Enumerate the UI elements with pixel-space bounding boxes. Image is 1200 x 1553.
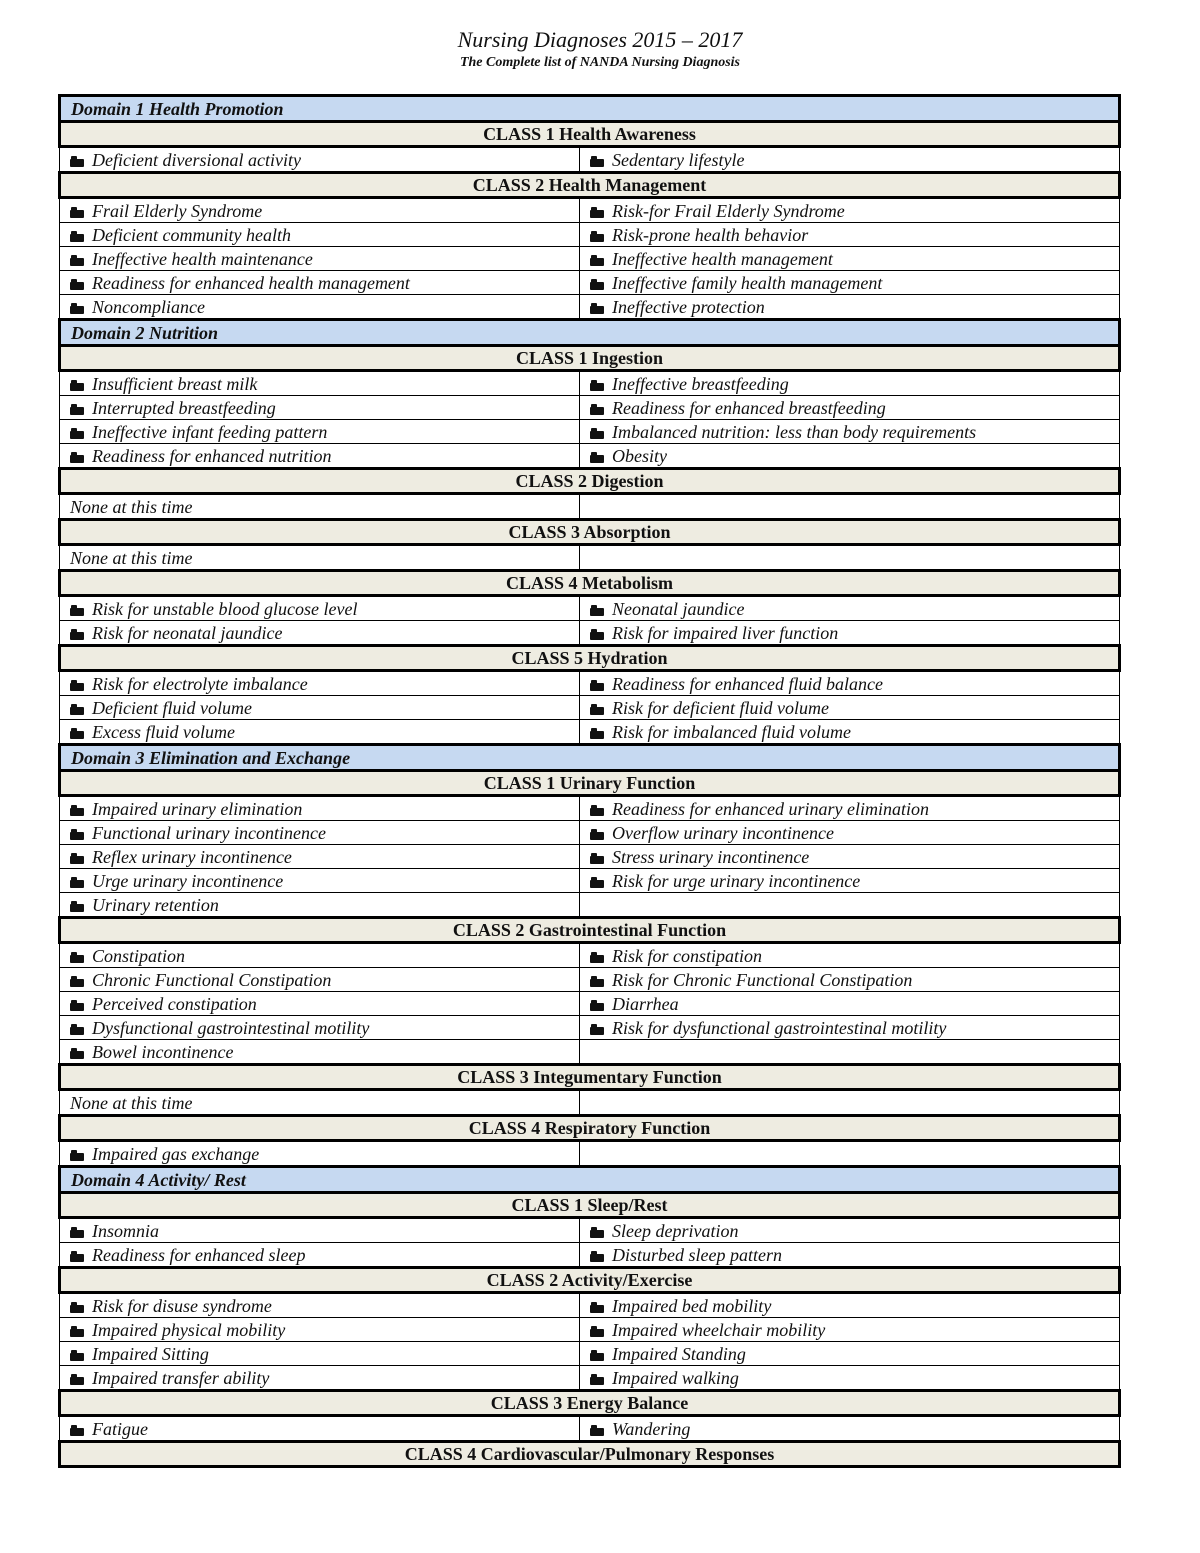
diagnosis-label: Impaired urinary elimination (92, 798, 303, 819)
diagnosis-cell-right (580, 223, 1120, 247)
table-row (60, 1416, 1120, 1442)
folder-bullet-icon (590, 380, 604, 391)
table-row (60, 943, 1120, 968)
diagnosis-cell-left (60, 1016, 580, 1040)
diagnosis-cell-right (580, 869, 1120, 893)
folder-bullet-icon (70, 1302, 84, 1313)
diagnosis-label: Impaired transfer ability (92, 1367, 270, 1388)
diagnosis-label: Risk for unstable blood glucose level (92, 598, 358, 619)
diagnosis-cell-left (60, 420, 580, 444)
diagnosis-label: None at this time (70, 1092, 193, 1113)
diagnosis-cell-left (60, 1416, 580, 1442)
diagnosis-cell-right (580, 671, 1120, 696)
diagnosis-cell-right (580, 621, 1120, 646)
folder-bullet-icon (590, 1350, 604, 1361)
folder-bullet-icon (70, 704, 84, 715)
domain-header-row (60, 96, 1120, 122)
folder-bullet-icon (70, 1227, 84, 1238)
diagnosis-cell-left (60, 869, 580, 893)
folder-bullet-icon (70, 452, 84, 463)
diagnosis-label: Obesity (612, 445, 667, 466)
table-row (60, 968, 1120, 992)
diagnosis-label: Impaired walking (612, 1367, 739, 1388)
class-title: CLASS 4 Metabolism (60, 571, 1120, 596)
diagnosis-cell-left (60, 1318, 580, 1342)
diagnosis-cell-left (60, 845, 580, 869)
diagnosis-cell-right (580, 893, 1120, 918)
table-row (60, 295, 1120, 320)
diagnosis-label: Reflex urinary incontinence (92, 846, 292, 867)
folder-bullet-icon (590, 1000, 604, 1011)
diagnosis-cell-left (60, 371, 580, 396)
diagnosis-label: Bowel incontinence (92, 1041, 234, 1062)
folder-bullet-icon (590, 853, 604, 864)
diagnoses-table-body (60, 96, 1120, 1467)
class-title: CLASS 3 Energy Balance (60, 1391, 1120, 1416)
diagnosis-cell-left (60, 1090, 580, 1116)
class-header-row (60, 918, 1120, 943)
class-title: CLASS 2 Activity/Exercise (60, 1268, 1120, 1293)
folder-bullet-icon (70, 952, 84, 963)
folder-bullet-icon (590, 976, 604, 987)
diagnosis-cell-left (60, 1040, 580, 1065)
diagnosis-label: Deficient diversional activity (92, 149, 301, 170)
folder-bullet-icon (590, 805, 604, 816)
class-header-row (60, 571, 1120, 596)
diagnosis-label: Functional urinary incontinence (92, 822, 326, 843)
folder-bullet-icon (70, 1425, 84, 1436)
table-row (60, 198, 1120, 223)
diagnosis-cell-right (580, 1243, 1120, 1268)
diagnosis-cell-right (580, 545, 1120, 571)
diagnosis-cell-right (580, 796, 1120, 821)
diagnosis-label: Impaired physical mobility (92, 1319, 286, 1340)
folder-bullet-icon (70, 829, 84, 840)
diagnosis-label: Ineffective health management (612, 248, 833, 269)
class-title: CLASS 2 Gastrointestinal Function (60, 918, 1120, 943)
class-header-row (60, 173, 1120, 198)
diagnosis-label: Readiness for enhanced urinary elimination (612, 798, 929, 819)
folder-bullet-icon (590, 156, 604, 167)
class-title: CLASS 1 Ingestion (60, 346, 1120, 371)
diagnosis-cell-right (580, 968, 1120, 992)
folder-bullet-icon (590, 877, 604, 888)
diagnosis-label: Readiness for enhanced health management (92, 272, 410, 293)
class-title: CLASS 1 Urinary Function (60, 771, 1120, 796)
table-row (60, 444, 1120, 469)
folder-bullet-icon (70, 255, 84, 266)
table-row (60, 1040, 1120, 1065)
folder-bullet-icon (590, 1302, 604, 1313)
diagnosis-cell-right (580, 943, 1120, 968)
diagnosis-cell-left (60, 1243, 580, 1268)
diagnosis-cell-right (580, 596, 1120, 621)
folder-bullet-icon (590, 829, 604, 840)
diagnosis-cell-right (580, 992, 1120, 1016)
table-row (60, 1218, 1120, 1243)
table-row (60, 1243, 1120, 1268)
diagnosis-cell-left (60, 720, 580, 745)
class-title: CLASS 4 Cardiovascular/Pulmonary Responses (60, 1442, 1120, 1467)
diagnosis-label: Risk for disuse syndrome (92, 1295, 272, 1316)
class-header-row (60, 1116, 1120, 1141)
folder-bullet-icon (70, 303, 84, 314)
diagnosis-cell-right (580, 147, 1120, 173)
diagnosis-label: Impaired wheelchair mobility (612, 1319, 826, 1340)
diagnosis-label: Noncompliance (92, 296, 205, 317)
folder-bullet-icon (70, 728, 84, 739)
diagnosis-cell-right (580, 444, 1120, 469)
diagnosis-cell-left (60, 968, 580, 992)
diagnosis-cell-right (580, 420, 1120, 444)
diagnosis-label: Frail Elderly Syndrome (92, 200, 263, 221)
diagnosis-label: Risk-prone health behavior (612, 224, 809, 245)
diagnosis-label: Wandering (612, 1418, 691, 1439)
class-title: CLASS 1 Health Awareness (60, 122, 1120, 147)
folder-bullet-icon (70, 156, 84, 167)
diagnosis-cell-right (580, 1366, 1120, 1391)
folder-bullet-icon (590, 404, 604, 415)
diagnosis-cell-right (580, 1040, 1120, 1065)
diagnosis-cell-left (60, 893, 580, 918)
diagnosis-label: Impaired Standing (612, 1343, 746, 1364)
diagnosis-label: Impaired gas exchange (92, 1143, 260, 1164)
diagnosis-cell-left (60, 796, 580, 821)
table-row (60, 869, 1120, 893)
class-header-row (60, 122, 1120, 147)
folder-bullet-icon (70, 629, 84, 640)
class-header-row (60, 1193, 1120, 1218)
class-title: CLASS 5 Hydration (60, 646, 1120, 671)
class-title: CLASS 2 Health Management (60, 173, 1120, 198)
diagnosis-cell-left (60, 1218, 580, 1243)
folder-bullet-icon (70, 404, 84, 415)
table-row (60, 845, 1120, 869)
class-header-row (60, 1065, 1120, 1090)
diagnosis-cell-right (580, 396, 1120, 420)
diagnosis-cell-right (580, 1218, 1120, 1243)
diagnosis-label: Deficient community health (92, 224, 291, 245)
diagnosis-cell-right (580, 1293, 1120, 1318)
folder-bullet-icon (70, 901, 84, 912)
diagnosis-cell-right (580, 271, 1120, 295)
diagnosis-label: None at this time (70, 547, 193, 568)
folder-bullet-icon (590, 704, 604, 715)
class-header-row (60, 1391, 1120, 1416)
table-row (60, 796, 1120, 821)
folder-bullet-icon (590, 952, 604, 963)
class-header-row (60, 1442, 1120, 1467)
diagnosis-cell-right (580, 696, 1120, 720)
diagnosis-cell-right (580, 494, 1120, 520)
class-title: CLASS 3 Absorption (60, 520, 1120, 545)
diagnosis-cell-left (60, 396, 580, 420)
diagnosis-label: Risk for impaired liver function (612, 622, 839, 643)
table-row (60, 1318, 1120, 1342)
diagnosis-cell-left (60, 147, 580, 173)
folder-bullet-icon (70, 1374, 84, 1385)
diagnosis-label: Ineffective infant feeding pattern (92, 421, 328, 442)
folder-bullet-icon (590, 428, 604, 439)
folder-bullet-icon (70, 805, 84, 816)
class-title: CLASS 1 Sleep/Rest (60, 1193, 1120, 1218)
diagnosis-label: Urge urinary incontinence (92, 870, 284, 891)
diagnosis-label: Sleep deprivation (612, 1220, 739, 1241)
document-header (0, 26, 1200, 72)
domain-header-row (60, 320, 1120, 346)
table-row (60, 147, 1120, 173)
diagnosis-label: Stress urinary incontinence (612, 846, 810, 867)
diagnosis-cell-right (580, 1090, 1120, 1116)
page-title: Nursing Diagnoses 2015 – 2017 (457, 27, 743, 52)
table-row (60, 223, 1120, 247)
folder-bullet-icon (70, 380, 84, 391)
diagnosis-label: Readiness for enhanced breastfeeding (612, 397, 886, 418)
class-header-row (60, 346, 1120, 371)
table-row (60, 420, 1120, 444)
class-header-row (60, 771, 1120, 796)
domain-header-row (60, 1167, 1120, 1193)
table-row (60, 621, 1120, 646)
diagnosis-label: Deficient fluid volume (92, 697, 252, 718)
folder-bullet-icon (590, 279, 604, 290)
diagnosis-label: Interrupted breastfeeding (92, 397, 276, 418)
folder-bullet-icon (590, 605, 604, 616)
table-row (60, 1090, 1120, 1116)
folder-bullet-icon (70, 680, 84, 691)
diagnosis-cell-left (60, 1342, 580, 1366)
class-header-row (60, 1268, 1120, 1293)
diagnosis-cell-right (580, 821, 1120, 845)
class-header-row (60, 520, 1120, 545)
folder-bullet-icon (70, 1326, 84, 1337)
domain-title: Domain 2 Nutrition (60, 320, 1120, 346)
diagnosis-label: Overflow urinary incontinence (612, 822, 834, 843)
folder-bullet-icon (590, 1227, 604, 1238)
folder-bullet-icon (70, 853, 84, 864)
table-row (60, 1342, 1120, 1366)
folder-bullet-icon (70, 428, 84, 439)
table-row (60, 1366, 1120, 1391)
class-title: CLASS 2 Digestion (60, 469, 1120, 494)
diagnosis-label: Risk for deficient fluid volume (612, 697, 829, 718)
diagnosis-cell-left (60, 943, 580, 968)
diagnosis-label: Chronic Functional Constipation (92, 969, 332, 990)
diagnosis-label: Ineffective family health management (612, 272, 883, 293)
diagnosis-cell-left (60, 1141, 580, 1167)
diagnosis-label: Impaired bed mobility (612, 1295, 772, 1316)
diagnosis-cell-left (60, 821, 580, 845)
diagnosis-cell-left (60, 671, 580, 696)
diagnosis-label: Ineffective health maintenance (92, 248, 313, 269)
table-row (60, 494, 1120, 520)
table-row (60, 545, 1120, 571)
folder-bullet-icon (590, 1374, 604, 1385)
diagnosis-label: Dysfunctional gastrointestinal motility (92, 1017, 370, 1038)
folder-bullet-icon (590, 207, 604, 218)
diagnosis-label: Risk for electrolyte imbalance (92, 673, 308, 694)
diagnosis-cell-right (580, 720, 1120, 745)
diagnosis-label: Neonatal jaundice (612, 598, 745, 619)
diagnosis-label: Fatigue (92, 1418, 148, 1439)
table-row (60, 1293, 1120, 1318)
diagnosis-cell-right (580, 1141, 1120, 1167)
table-row (60, 821, 1120, 845)
diagnosis-label: Readiness for enhanced nutrition (92, 445, 332, 466)
table-row (60, 396, 1120, 420)
diagnosis-cell-right (580, 371, 1120, 396)
table-row (60, 720, 1120, 745)
diagnosis-label: Perceived constipation (92, 993, 257, 1014)
diagnosis-label: Constipation (92, 945, 186, 966)
folder-bullet-icon (70, 1150, 84, 1161)
table-row (60, 992, 1120, 1016)
domain-header-row (60, 745, 1120, 771)
diagnosis-label: Risk-for Frail Elderly Syndrome (612, 200, 845, 221)
diagnosis-label: Risk for Chronic Functional Constipation (612, 969, 913, 990)
diagnosis-cell-left (60, 295, 580, 320)
diagnosis-label: Readiness for enhanced sleep (92, 1244, 306, 1265)
table-row (60, 1016, 1120, 1040)
table-row (60, 271, 1120, 295)
folder-bullet-icon (70, 207, 84, 218)
diagnosis-cell-left (60, 1366, 580, 1391)
diagnosis-cell-left (60, 247, 580, 271)
table-row (60, 696, 1120, 720)
diagnosis-cell-right (580, 247, 1120, 271)
diagnosis-cell-left (60, 271, 580, 295)
domain-title: Domain 3 Elimination and Exchange (60, 745, 1120, 771)
class-title: CLASS 3 Integumentary Function (60, 1065, 1120, 1090)
folder-bullet-icon (590, 728, 604, 739)
diagnosis-cell-right (580, 1016, 1120, 1040)
diagnosis-cell-left (60, 545, 580, 571)
diagnosis-cell-right (580, 295, 1120, 320)
diagnosis-cell-left (60, 223, 580, 247)
diagnosis-label: Diarrhea (612, 993, 679, 1014)
diagnosis-cell-left (60, 494, 580, 520)
folder-bullet-icon (590, 1425, 604, 1436)
folder-bullet-icon (70, 1000, 84, 1011)
folder-bullet-icon (590, 1024, 604, 1035)
folder-bullet-icon (70, 1048, 84, 1059)
folder-bullet-icon (70, 1024, 84, 1035)
diagnoses-table (58, 94, 1121, 1468)
table-row (60, 893, 1120, 918)
diagnosis-cell-right (580, 845, 1120, 869)
folder-bullet-icon (70, 231, 84, 242)
folder-bullet-icon (70, 1350, 84, 1361)
diagnosis-label: Risk for urge urinary incontinence (612, 870, 861, 891)
diagnosis-label: Ineffective protection (612, 296, 765, 317)
table-row (60, 247, 1120, 271)
diagnosis-cell-right (580, 1318, 1120, 1342)
table-row (60, 1141, 1120, 1167)
diagnosis-label: None at this time (70, 496, 193, 517)
diagnosis-label: Impaired Sitting (92, 1343, 209, 1364)
diagnosis-label: Ineffective breastfeeding (612, 373, 789, 394)
diagnosis-label: Risk for neonatal jaundice (92, 622, 283, 643)
diagnosis-cell-right (580, 1342, 1120, 1366)
diagnosis-label: Risk for dysfunctional gastrointestinal motility (612, 1017, 947, 1038)
diagnosis-label: Readiness for enhanced fluid balance (612, 673, 883, 694)
table-row (60, 371, 1120, 396)
diagnosis-cell-left (60, 621, 580, 646)
class-header-row (60, 469, 1120, 494)
diagnosis-label: Imbalanced nutrition: less than body requirements (612, 421, 977, 442)
folder-bullet-icon (70, 877, 84, 888)
domain-title: Domain 1 Health Promotion (60, 96, 1120, 122)
folder-bullet-icon (590, 680, 604, 691)
page-subtitle: The Complete list of NANDA Nursing Diagnosis (459, 55, 741, 70)
folder-bullet-icon (590, 629, 604, 640)
diagnosis-label: Sedentary lifestyle (612, 149, 745, 170)
diagnosis-label: Risk for constipation (612, 945, 762, 966)
diagnosis-cell-right (580, 1416, 1120, 1442)
folder-bullet-icon (590, 231, 604, 242)
class-title: CLASS 4 Respiratory Function (60, 1116, 1120, 1141)
folder-bullet-icon (590, 1251, 604, 1262)
diagnosis-cell-left (60, 696, 580, 720)
folder-bullet-icon (590, 452, 604, 463)
diagnosis-cell-left (60, 444, 580, 469)
folder-bullet-icon (70, 976, 84, 987)
diagnosis-label: Urinary retention (92, 894, 219, 915)
diagnosis-cell-left (60, 992, 580, 1016)
diagnosis-label: Insufficient breast milk (92, 373, 258, 394)
table-row (60, 671, 1120, 696)
diagnosis-label: Insomnia (92, 1220, 159, 1241)
diagnosis-cell-left (60, 1293, 580, 1318)
folder-bullet-icon (590, 1326, 604, 1337)
folder-bullet-icon (70, 1251, 84, 1262)
diagnosis-cell-left (60, 198, 580, 223)
diagnosis-label: Disturbed sleep pattern (612, 1244, 782, 1265)
table-row (60, 596, 1120, 621)
folder-bullet-icon (70, 605, 84, 616)
folder-bullet-icon (590, 303, 604, 314)
diagnosis-label: Excess fluid volume (92, 721, 235, 742)
domain-title: Domain 4 Activity/ Rest (60, 1167, 1120, 1193)
folder-bullet-icon (590, 255, 604, 266)
diagnosis-cell-right (580, 198, 1120, 223)
folder-bullet-icon (70, 279, 84, 290)
diagnosis-cell-left (60, 596, 580, 621)
class-header-row (60, 646, 1120, 671)
diagnosis-label: Risk for imbalanced fluid volume (612, 721, 851, 742)
